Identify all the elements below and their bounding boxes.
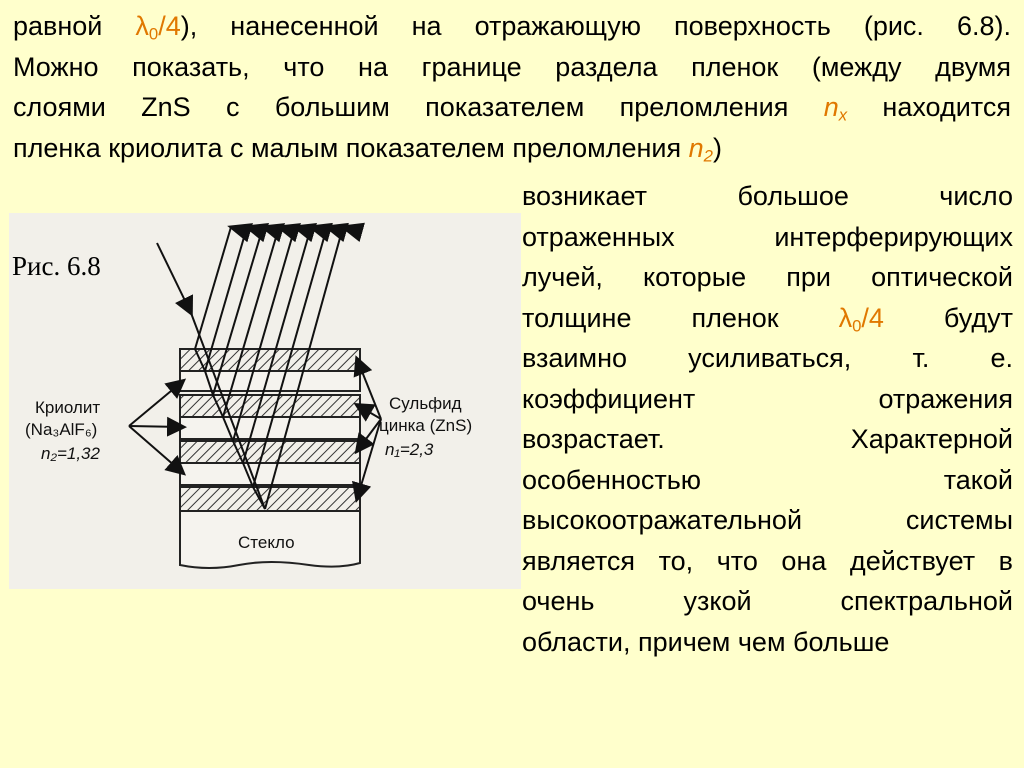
right-column-text	[522, 176, 1013, 662]
figure-caption: Рис. 6.8	[12, 251, 101, 281]
zns-label: Сульфид	[389, 394, 462, 413]
right-line-4: толщине пленок $\lambda_0/4$ будут	[522, 302, 1013, 336]
top-line-3: слоями ZnS с большим показателем преломления $n_x$ находится	[13, 92, 1011, 125]
n-2-symbol: $n_2$	[688, 132, 713, 166]
lambda-symbol-2: $\lambda_0/4$	[838, 302, 884, 336]
right-line-10: является то, что она действует в	[522, 545, 1013, 576]
left-pointer-lines	[129, 381, 183, 473]
top-line-1: равной $\lambda_0/4$), нанесенной на отражающую поверхность (рис. 6.8).	[13, 11, 1011, 44]
glass-label: Стекло	[238, 533, 295, 552]
top-paragraph	[13, 6, 1011, 168]
right-line-3: лучей, которые при оптической	[522, 262, 1013, 292]
right-line-11: очень узкой спектральной	[522, 586, 1013, 616]
zns-index: n₁=2,3	[385, 440, 434, 459]
right-line-6: коэффициент отражения	[522, 383, 1013, 414]
right-line-7: возрастает. Характерной	[522, 424, 1013, 454]
incident-ray	[157, 243, 191, 313]
right-line-2: отраженных интерферирующих	[522, 221, 1013, 252]
right-line-8: особенностью такой	[522, 464, 1013, 495]
lambda-symbol: $\lambda_0/4$	[135, 11, 181, 44]
right-line-1: возникает большое число	[522, 181, 1013, 211]
right-line-12: области, причем чем больше	[522, 626, 890, 657]
n-x-symbol: $n_x$	[823, 92, 848, 125]
zns-label-2: цинка (ZnS)	[379, 416, 473, 435]
top-line-2: Можно показать, что на границе раздела пленок (между двумя	[13, 51, 1011, 82]
top-line-4: пленка криолита с малым показателем преломления $n_2$)	[13, 132, 722, 166]
cryolite-formula: (Na₃AlF₆)	[25, 420, 98, 439]
right-line-9: высокоотражательной системы	[522, 505, 1013, 535]
cryolite-index: n₂=1,32	[41, 444, 100, 463]
right-line-5: взаимно усиливаться, т. е.	[522, 343, 1013, 373]
cryolite-label: Криолит	[35, 398, 101, 417]
